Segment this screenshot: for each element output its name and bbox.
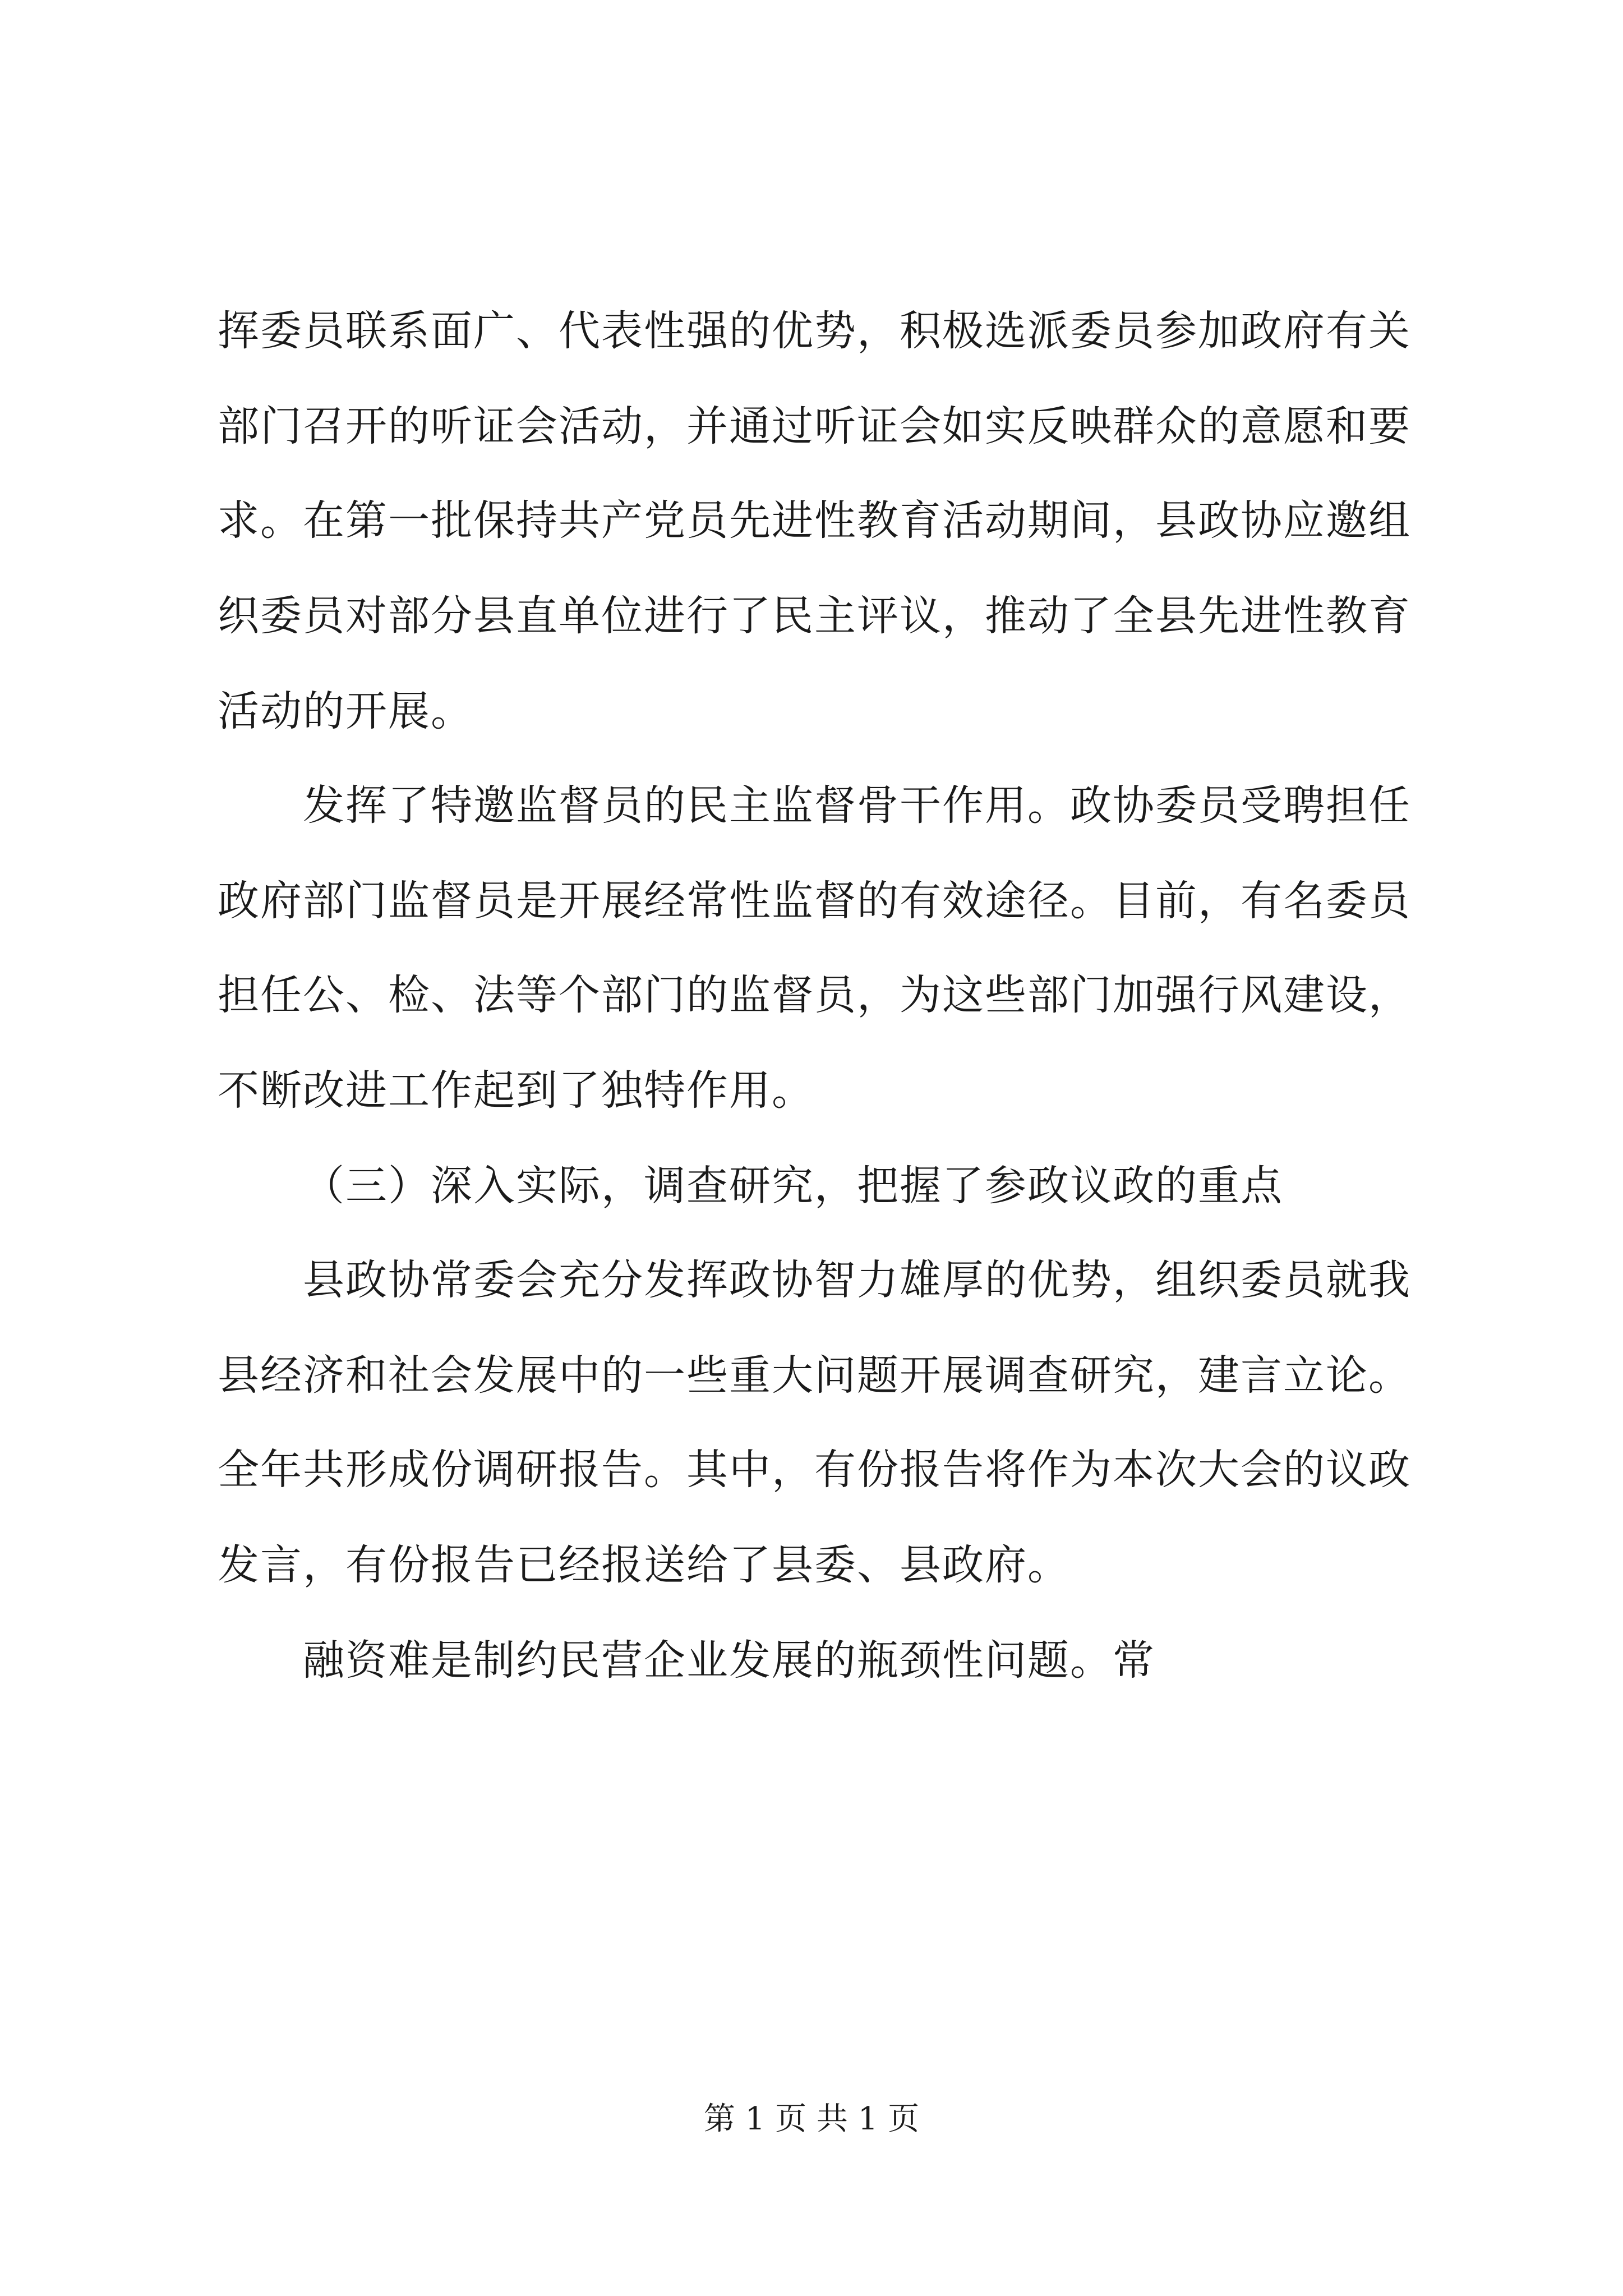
body-text-line: 求。在第一批保持共产党员先进性教育活动期间，县政协应邀组 [218, 496, 1411, 545]
page-number-footer: 第 1 页 共 1 页 [703, 2101, 920, 2137]
body-text-line: 政府部门监督员是开展经常性监督的有效途径。目前，有名委员 [218, 877, 1411, 925]
section-heading: （三）深入实际，调查研究，把握了参政议政的重点 [303, 1162, 1283, 1210]
paragraph-first-line: 融资难是制约民营企业发展的瓶颈性问题。常 [303, 1636, 1155, 1685]
body-text-line: 县经济和社会发展中的一些重大问题开展调查研究，建言立论。 [218, 1351, 1411, 1400]
body-text-line: 担任公、检、法等个部门的监督员，为这些部门加强行风建设， [218, 971, 1411, 1019]
body-text-line: 挥委员联系面广、代表性强的优势，积极选派委员参加政府有关 [218, 307, 1411, 355]
body-text-line: 发言，有份报告已经报送给了县委、县政府。 [218, 1541, 1070, 1589]
body-text-line: 部门召开的听证会活动，并通过听证会如实反映群众的意愿和要 [218, 402, 1411, 450]
body-text-line: 不断改进工作起到了独特作用。 [218, 1066, 814, 1115]
paragraph-first-line: 发挥了特邀监督员的民主监督骨干作用。政协委员受聘担任 [303, 781, 1411, 830]
body-text-line: 活动的开展。 [218, 687, 473, 735]
body-text-line: 织委员对部分县直单位进行了民主评议，推动了全县先进性教育 [218, 592, 1411, 640]
body-text-line: 全年共形成份调研报告。其中，有份报告将作为本次大会的议政 [218, 1446, 1411, 1494]
paragraph-first-line: 县政协常委会充分发挥政协智力雄厚的优势，组织委员就我 [303, 1256, 1411, 1304]
